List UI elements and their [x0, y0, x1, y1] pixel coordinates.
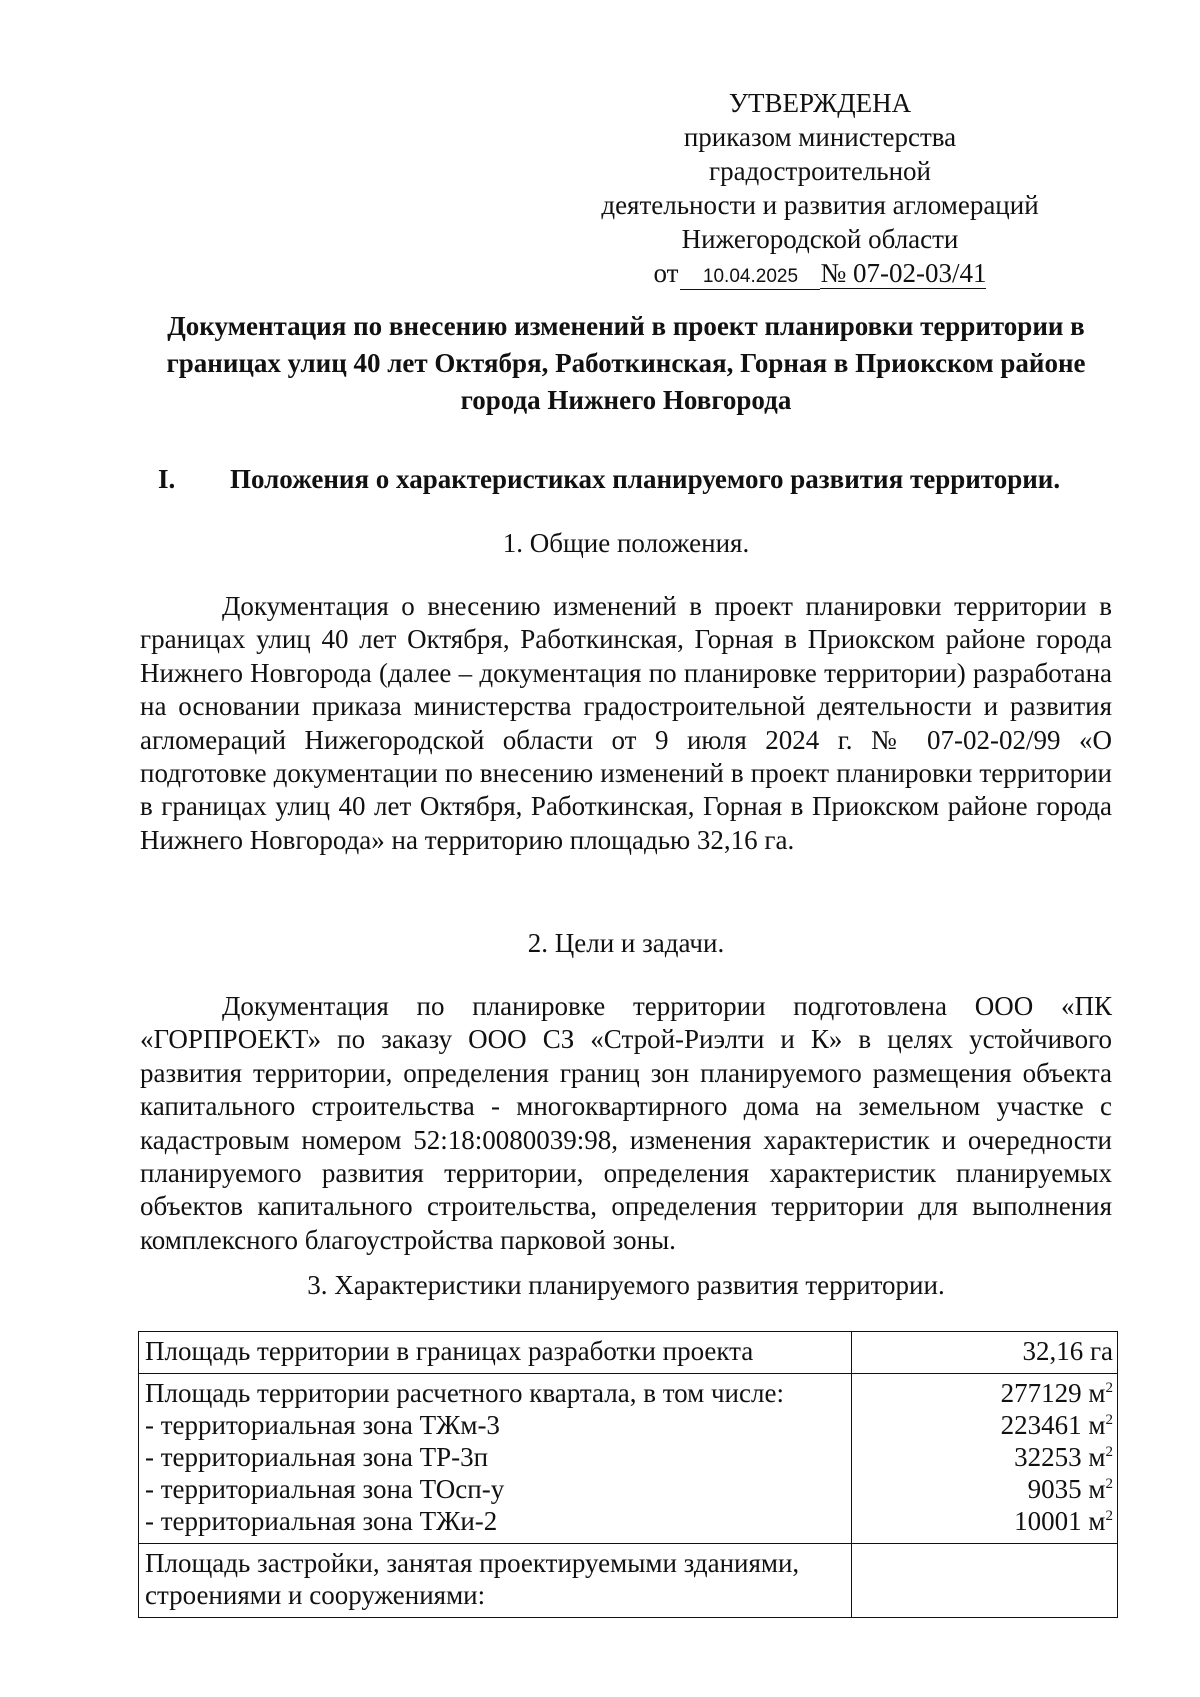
table-cell-label: [139, 1332, 852, 1374]
table-cell-value: [852, 1374, 1118, 1544]
row-label: Площадь территории в границах разработки проекта: [145, 1336, 754, 1366]
number-prefix: №: [820, 258, 847, 288]
approval-line-2: деятельности и развития агломераций: [601, 190, 1039, 220]
approval-stamp: [570, 86, 1070, 290]
approval-date-number: [570, 256, 1070, 290]
date-prefix: от: [653, 258, 679, 288]
row-value: 32253 $м^2$: [1014, 1442, 1113, 1472]
section-number: I.: [158, 464, 176, 494]
approval-line-3: Нижегородской области: [681, 224, 959, 254]
row-label: - территориальная зона ТЖм-3: [145, 1410, 500, 1440]
row-label: - территориальная зона ТОсп-у: [145, 1474, 505, 1504]
subsection-heading-1: 1. Общие положения.: [502, 528, 750, 558]
table-row: [139, 1544, 1118, 1618]
row-label: строениями и сооружениями:: [145, 1580, 486, 1610]
paragraph-general-provisions: Документация о внесению изменений в проект планировки территории в границах улиц 40 лет Октября, Работкинская, Горная в Приокском районе города Нижнего Новгорода (далее – документация по планировке территории) разработана на основании приказа министерства градостроительной деятельности и развития агломераций Нижегородской области от 9 июля 2024 г. № 07-02-02/99 «О подготовке документации по внесению изменений в проект планировки территории в границах улиц 40 лет Октября, Работкинская, Горная в Приокском районе города Нижнего Новгорода» на территорию площадью 32,16 га.: [140, 591, 1112, 855]
row-value: 32,16 га: [1022, 1336, 1113, 1366]
paragraph-goals: Документация по планировке территории подготовлена ООО «ПК «ГОРПРОЕКТ» по заказу ООО СЗ «Строй-Риэлти и К» в целях устойчивого развития территории, определения границ зон планируемого размещения объекта капитального строительства - многоквартирного дома на земельном участке с кадастровым номером 52:18:0080039:98, изменения характеристик и очередности планируемого развития территории, определения характеристик планируемых объектов капитального строительства, определения территории для выполнения комплексного благоустройства парковой зоны.: [140, 991, 1112, 1255]
section-title: Положения о характеристиках планируемого развития территории.: [230, 464, 1061, 494]
document-title: Документация по внесению изменений в проект планировки территории в границах улиц 40 лет Октября, Работкинская, Горная в Приокском районе города Нижнего Новгорода: [166, 311, 1086, 415]
approval-number-group: [820, 258, 986, 289]
table-cell-value: [852, 1544, 1118, 1618]
approval-date: 10.04.2025: [680, 265, 820, 290]
subsection-heading-2: 2. Цели и задачи.: [527, 928, 725, 958]
characteristics-table: [138, 1331, 1118, 1618]
row-value: 277129 $м^2$: [1000, 1378, 1113, 1408]
row-label: - территориальная зона ТЖи-2: [145, 1506, 498, 1536]
table-cell-label: [139, 1544, 852, 1618]
approval-title: УТВЕРЖДЕНА: [728, 88, 912, 118]
section-heading: [158, 462, 1118, 496]
row-label: Площадь территории расчетного квартала, в том числе:: [145, 1378, 784, 1408]
approval-number: 07-02-03/41: [852, 258, 987, 288]
row-value: 9035 $м^2$: [1027, 1474, 1113, 1504]
table-row: [139, 1374, 1118, 1544]
table-cell-label: [139, 1374, 852, 1544]
row-value: 10001 $м^2$: [1014, 1506, 1113, 1536]
row-value: 223461 $м^2$: [1000, 1410, 1113, 1440]
row-label: - территориальная зона ТР-3п: [145, 1442, 489, 1472]
table-row: [139, 1332, 1118, 1374]
row-label: Площадь застройки, занятая проектируемыми зданиями,: [145, 1548, 800, 1578]
subsection-heading-3: 3. Характеристики планируемого развития территории.: [307, 1270, 945, 1300]
approval-line-1: приказом министерства градостроительной: [683, 122, 957, 186]
table-cell-value: [852, 1332, 1118, 1374]
